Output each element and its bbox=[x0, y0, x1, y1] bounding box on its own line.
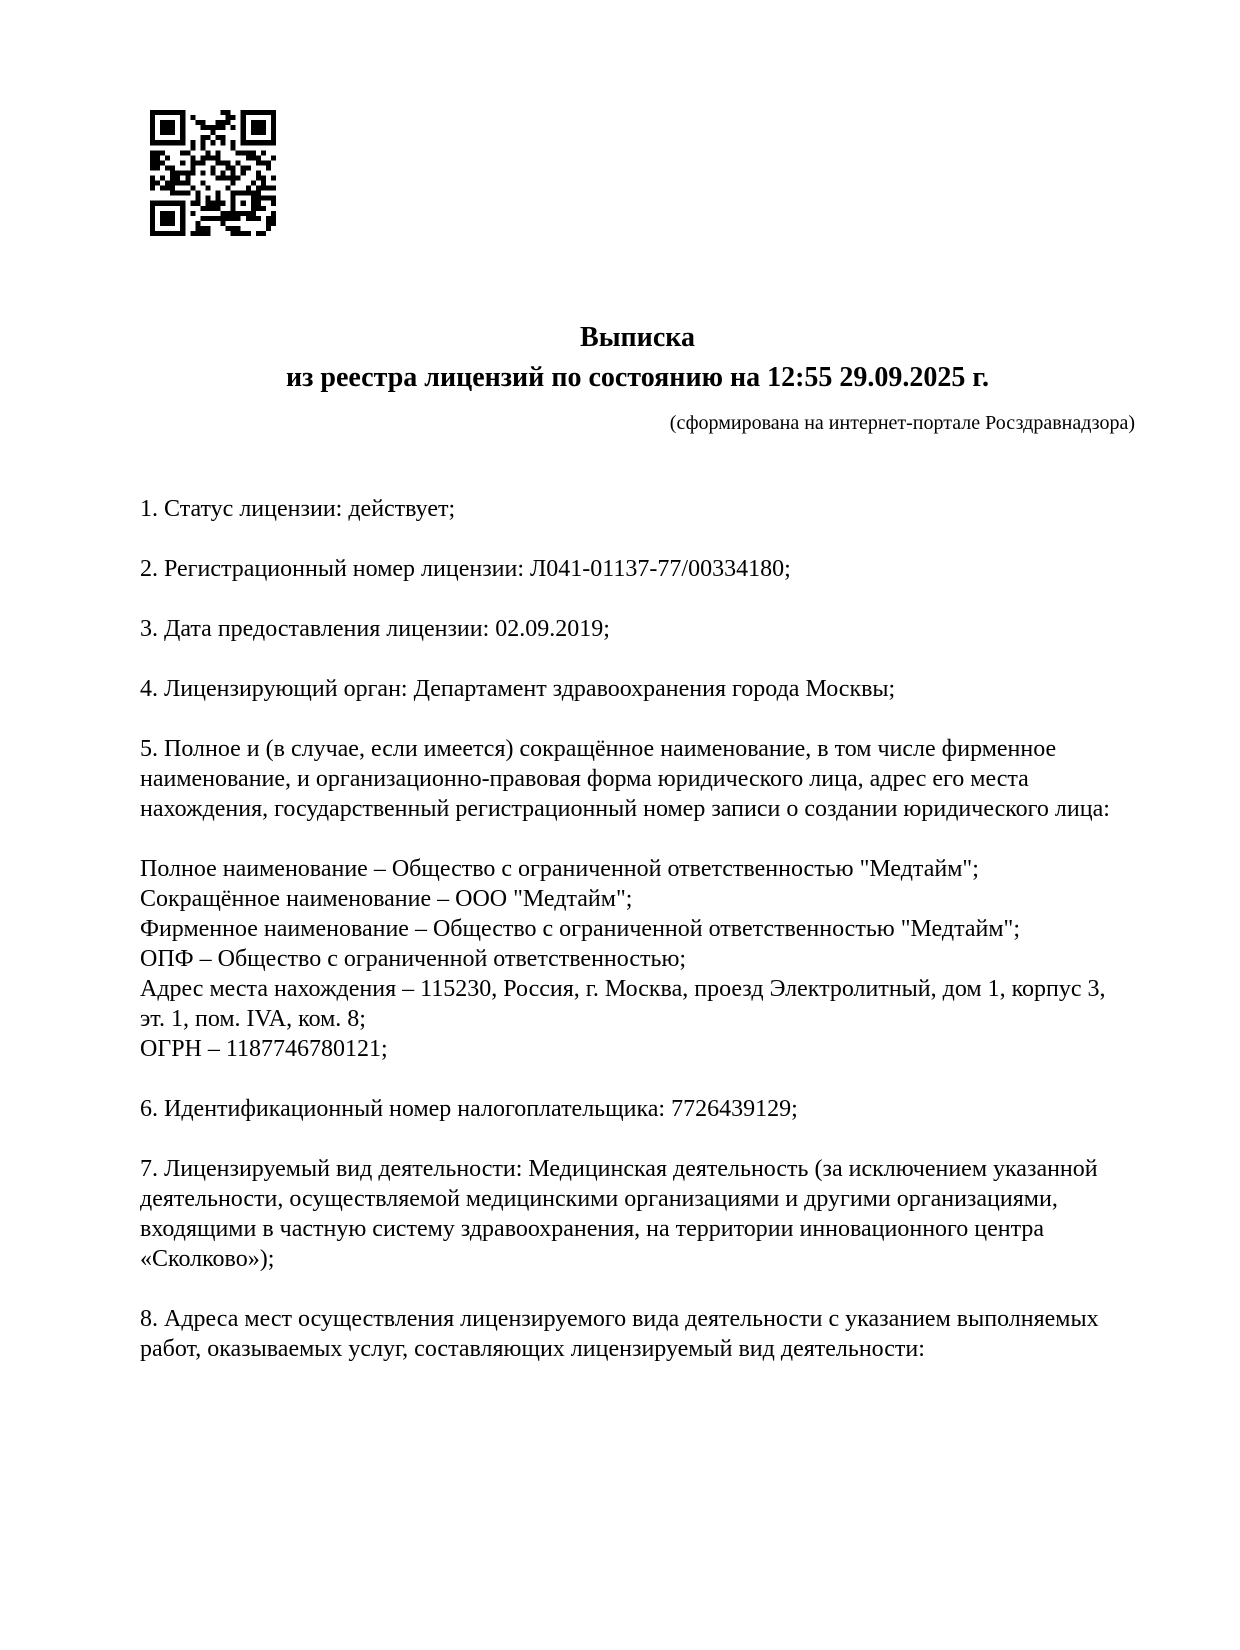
document-title bbox=[140, 318, 1135, 398]
title-line-1: Выписка bbox=[580, 322, 695, 353]
text-line: 8. Адреса мест осуществления лицензируемого вида деятельности с указанием выполняемых работ, оказываемых услуг, составляющих лицензируемый вид деятельности: bbox=[140, 1306, 1099, 1362]
text-line: 7. Лицензируемый вид деятельности: Медицинская деятельность (за исключением указанной деятельности, осуществляемой медицинскими организациями и другими организациями, входящими в частную систему здравоохранения, на территории инновационного центра «Сколково»); bbox=[140, 1156, 1098, 1272]
paragraph-licensed-activity bbox=[140, 1154, 1135, 1274]
text-line: 3. Дата предоставления лицензии: 02.09.2019; bbox=[140, 616, 610, 642]
text-line: ОПФ – Общество с ограниченной ответственностью; bbox=[140, 946, 687, 972]
paragraph-license-status bbox=[140, 494, 1135, 524]
text-line: Сокращённое наименование – ООО "Медтайм"; bbox=[140, 886, 633, 912]
text-line: Фирменное наименование – Общество с ограниченной ответственностью "Медтайм"; bbox=[140, 916, 1020, 942]
formation-note: (сформирована на интернет-портале Росздравнадзора) bbox=[669, 412, 1135, 434]
paragraph-registration-number bbox=[140, 554, 1135, 584]
document-content bbox=[140, 0, 1135, 1394]
text-line: ОГРН – 1187746780121; bbox=[140, 1036, 388, 1062]
paragraph-taxpayer-number bbox=[140, 1094, 1135, 1124]
paragraph-org-info-intro bbox=[140, 734, 1135, 824]
text-line: Адрес места нахождения – 115230, Россия, г. Москва, проезд Электролитный, дом 1, корпус 3, эт. 1, пом. IVA, ком. 8; bbox=[140, 976, 1106, 1032]
text-line: 1. Статус лицензии: действует; bbox=[140, 496, 456, 522]
paragraph-activity-addresses-intro bbox=[140, 1304, 1135, 1364]
text-line: 4. Лицензирующий орган: Департамент здравоохранения города Москвы; bbox=[140, 676, 896, 702]
paragraph-grant-date bbox=[140, 614, 1135, 644]
text-line: 6. Идентификационный номер налогоплательщика: 7726439129; bbox=[140, 1096, 798, 1122]
paragraph-org-info bbox=[140, 854, 1135, 1064]
document-body bbox=[140, 494, 1135, 1364]
paragraph-licensing-authority bbox=[140, 674, 1135, 704]
text-line: Полное наименование – Общество с ограниченной ответственностью "Медтайм"; bbox=[140, 856, 979, 882]
text-line: 2. Регистрационный номер лицензии: Л041-01137-77/00334180; bbox=[140, 556, 791, 582]
title-line-2: из реестра лицензий по состоянию на 12:55 29.09.2025 г. bbox=[286, 362, 989, 393]
text-line: 5. Полное и (в случае, если имеется) сокращённое наименование, в том числе фирменное наименование, и организационно-правовая форма юридического лица, адрес его места нахождения, государственный регистрационный номер записи о создании юридического лица: bbox=[140, 736, 1110, 822]
